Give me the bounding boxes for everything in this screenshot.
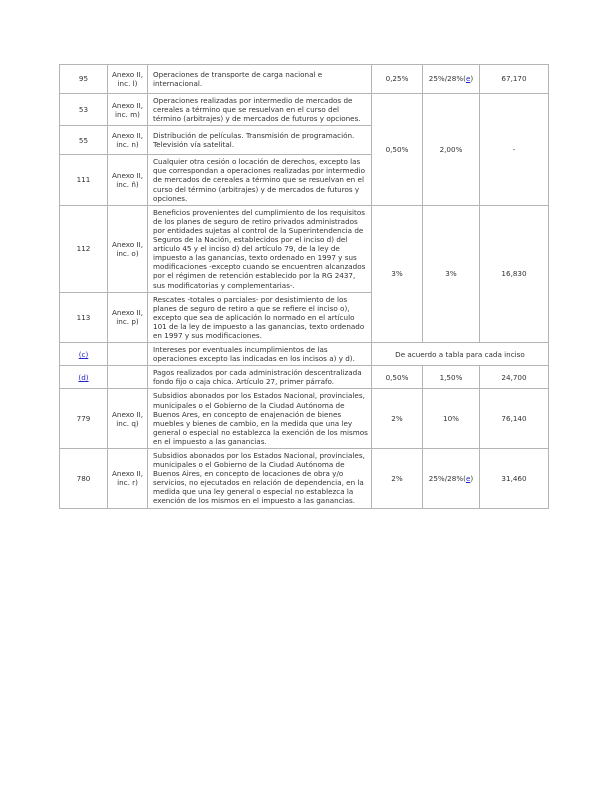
anexo-reference: Anexo II, inc. q) [108, 389, 148, 449]
regime-code: 55 [60, 126, 108, 155]
non-taxable-amount: 31,460 [480, 449, 549, 509]
rate-unregistered: 25%/28%(e) [423, 449, 480, 509]
regime-code: 95 [60, 65, 108, 94]
anexo-reference: Anexo II, inc. m) [108, 94, 148, 126]
anexo-reference: Anexo II, inc. n) [108, 126, 148, 155]
concept-description: Beneficios provenientes del cumplimiento de los requisitos de los planes de seguro de retiro privados administrados por entidades sujetas al control de la Superintendencia de Seguros de la Nación, establecidos por el inciso d) del artículo 45 y el inciso d) del artículo 79, de la ley de impuesto a las ganancias, texto ordenado en 1997 y sus modificaciones -excepto cuando se encuentren alcanzados por el régimen de retención establecido por la RG 2437, sus modificatorias y complementarias-. [148, 205, 372, 292]
concept-description: Rescates -totales o parciales- por desistimiento de los planes de seguro de retiro a que se refiere el inciso o), excepto que sea de aplicación lo normado en el artículo 101 de la ley de impuesto a las ganancias, texto ordenado en 1997 y sus modificaciones. [148, 292, 372, 342]
non-taxable-amount: 67,170 [480, 65, 549, 94]
footnote-link-e[interactable]: e [465, 74, 471, 84]
table-row [60, 65, 549, 94]
rate-registered: 0,25% [372, 65, 423, 94]
regime-code: 113 [60, 292, 108, 342]
footnote-link-c[interactable]: (c) [78, 349, 89, 359]
withholding-rates-table [59, 64, 549, 509]
anexo-reference [108, 343, 148, 366]
rate-unregistered: 25%/28%(e) [423, 65, 480, 94]
concept-description: Cualquier otra cesión o locación de derechos, excepto las que correspondan a operaciones realizadas por intermedio de mercados de cereales a término que se resuelvan en el curso del término (arbitrajes) y de mercados de futuros y opciones. [148, 155, 372, 205]
concept-description: Subsidios abonados por los Estados Nacional, provinciales, municipales o el Gobierno de la Ciudad Autónoma de Buenos Ares, en concepto de enajenación de bienes muebles y bienes de cambio, en la medida que una ley general o especial no establezca la exención de los mismos en el impuesto a las ganancias. [148, 389, 372, 449]
anexo-reference: Anexo II, inc. o) [108, 205, 148, 292]
anexo-reference: Anexo II, inc. l) [108, 65, 148, 94]
anexo-reference: Anexo II, inc. p) [108, 292, 148, 342]
concept-description: Intereses por eventuales incumplimientos de las operaciones excepto las indicadas en los incisos a) y d). [148, 343, 372, 366]
concept-description: Pagos realizados por cada administración descentralizada fondo fijo o caja chica. Artículo 27, primer párrafo. [148, 366, 372, 389]
concept-description: Operaciones realizadas por intermedio de mercados de cereales a término que se resuelvan en el curso del término (arbitrajes) y de mercados de futuros y opciones. [148, 94, 372, 126]
anexo-reference [108, 366, 148, 389]
table-row [60, 94, 549, 126]
rate-registered: 2% [372, 449, 423, 509]
non-taxable-amount: 24,700 [480, 366, 549, 389]
non-taxable-amount: 16,830 [480, 205, 549, 342]
regime-code: 112 [60, 205, 108, 292]
footnote-link-e[interactable]: e [465, 473, 471, 483]
regime-code: 779 [60, 389, 108, 449]
document-page [59, 64, 548, 509]
regime-code [60, 366, 108, 389]
rate-unregistered: 3% [423, 205, 480, 342]
rate-registered: 2% [372, 389, 423, 449]
regime-code: 53 [60, 94, 108, 126]
regime-code: 111 [60, 155, 108, 205]
non-taxable-amount: - [480, 94, 549, 206]
rate-merged-note: De acuerdo a tabla para cada inciso [372, 343, 549, 366]
rate-unregistered: 1,50% [423, 366, 480, 389]
rate-unregistered: 2,00% [423, 94, 480, 206]
rate-registered: 3% [372, 205, 423, 342]
table-row [60, 366, 549, 389]
anexo-reference: Anexo II, inc. ñ) [108, 155, 148, 205]
concept-description: Subsidios abonados por los Estados Nacional, provinciales, municipales o el Gobierno de la Ciudad Autónoma de Buenos Aires, en concepto de locaciones de obra y/o servicios, no ejecutados en relación de dependencia, en la medida que una ley general o especial no establezca la exención de los mismos en el impuesto a las ganancias. [148, 449, 372, 509]
table-row [60, 449, 549, 509]
rate-unregistered: 10% [423, 389, 480, 449]
anexo-reference: Anexo II, inc. r) [108, 449, 148, 509]
concept-description: Operaciones de transporte de carga nacional e internacional. [148, 65, 372, 94]
table-row [60, 343, 549, 366]
concept-description: Distribución de películas. Transmisión de programación. Televisión vía satelital. [148, 126, 372, 155]
rate-registered: 0,50% [372, 366, 423, 389]
table-row [60, 205, 549, 292]
regime-code: 780 [60, 449, 108, 509]
footnote-link-d[interactable]: (d) [78, 372, 89, 382]
non-taxable-amount: 76,140 [480, 389, 549, 449]
table-row [60, 389, 549, 449]
regime-code [60, 343, 108, 366]
rate-registered: 0,50% [372, 94, 423, 206]
